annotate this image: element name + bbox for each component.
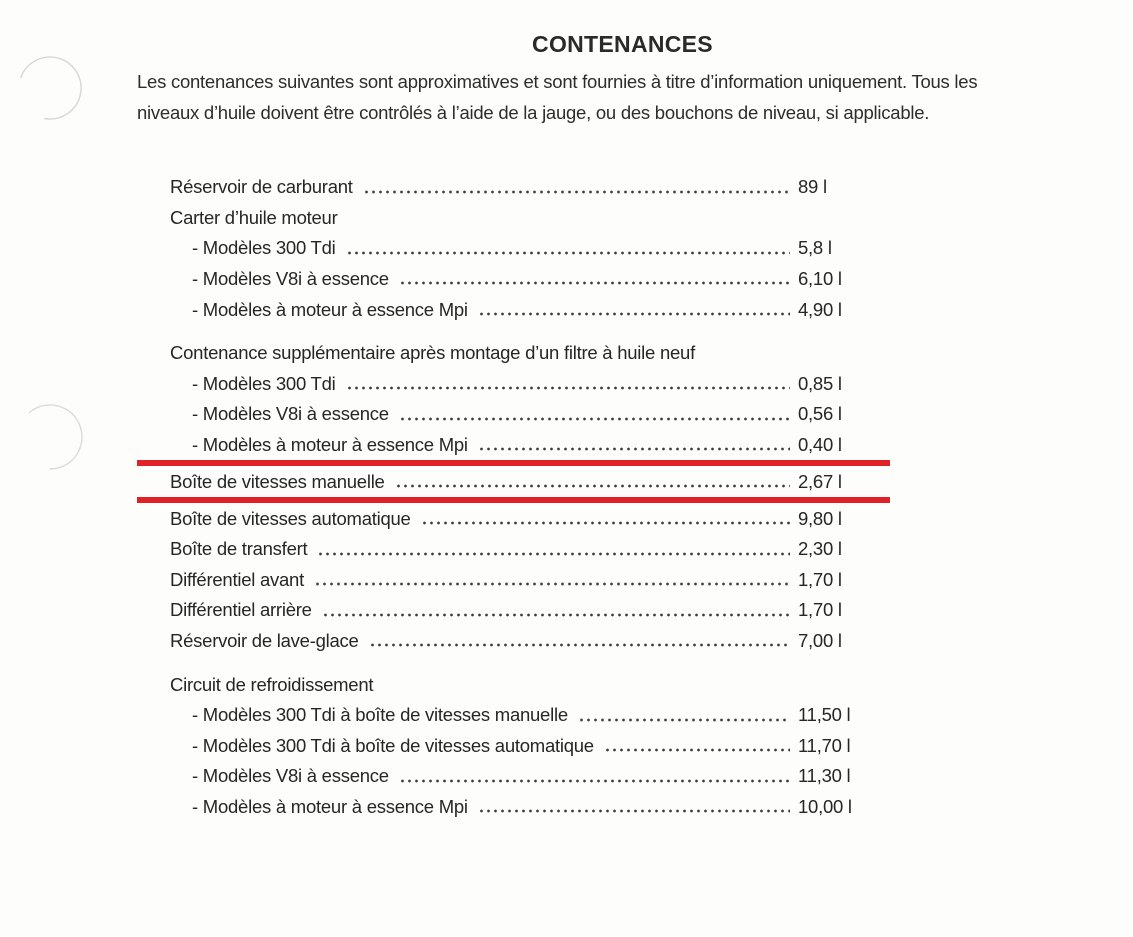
row-label: Réservoir de lave-glace — [170, 630, 359, 652]
row-value: 4,90 l — [798, 298, 842, 320]
dot-leader — [578, 700, 790, 731]
row-label: Circuit de refroidissement — [170, 673, 374, 695]
dot-leader — [322, 595, 790, 626]
capacities-list — [137, 172, 890, 822]
capacity-row — [137, 792, 890, 823]
row-label: - Modèles 300 Tdi à boîte de vitesses automatique — [192, 734, 594, 756]
capacity-row — [137, 700, 890, 731]
row-value: 2,30 l — [798, 538, 842, 560]
dot-leader — [346, 369, 791, 400]
row-value: 5,8 l — [798, 237, 832, 259]
row-value: 11,70 l — [798, 734, 851, 756]
capacity-row — [137, 172, 890, 203]
row-label: - Modèles V8i à essence — [192, 765, 389, 787]
section-gap — [137, 325, 890, 338]
row-value: 1,70 l — [798, 599, 842, 621]
capacity-row — [137, 430, 890, 461]
dot-leader — [346, 233, 791, 264]
row-label: - Modèles 300 Tdi — [192, 237, 336, 259]
row-value: 7,00 l — [798, 630, 842, 652]
row-value: 0,56 l — [798, 403, 842, 425]
section-header-row — [137, 203, 890, 234]
dot-leader — [399, 264, 790, 295]
punch-hole-mark-middle — [0, 385, 100, 495]
page-title: CONTENANCES — [532, 31, 713, 57]
row-label: Différentiel avant — [170, 568, 304, 590]
capacity-row — [137, 264, 890, 295]
section-header-row — [137, 669, 890, 700]
row-label: - Modèles à moteur à essence Mpi — [192, 298, 468, 320]
row-value: 11,50 l — [798, 704, 851, 726]
row-label: Réservoir de carburant — [170, 176, 353, 198]
row-label: - Modèles à moteur à essence Mpi — [192, 795, 468, 817]
row-value: 11,30 l — [798, 765, 851, 787]
row-value: 10,00 l — [798, 795, 852, 817]
dot-leader — [421, 503, 790, 534]
intro-paragraph — [137, 66, 1097, 128]
row-value: 0,85 l — [798, 372, 842, 394]
capacity-row — [137, 399, 890, 430]
section-header-row — [137, 338, 890, 369]
capacity-row — [137, 731, 890, 762]
dot-leader — [604, 731, 790, 762]
capacity-row — [137, 626, 890, 657]
capacity-row — [137, 565, 890, 596]
row-value: 9,80 l — [798, 507, 842, 529]
row-label: - Modèles 300 Tdi — [192, 372, 336, 394]
dot-leader — [478, 294, 790, 325]
dot-leader — [399, 761, 790, 792]
dot-leader — [317, 534, 790, 565]
row-label: Carter d’huile moteur — [170, 206, 338, 228]
row-label: - Modèles 300 Tdi à boîte de vitesses manuelle — [192, 704, 568, 726]
capacity-row — [137, 233, 890, 264]
row-label: Contenance supplémentaire après montage d’un filtre à huile neuf — [170, 342, 695, 364]
section-gap — [137, 656, 890, 669]
dot-leader — [395, 466, 790, 497]
dot-leader — [478, 430, 790, 461]
row-value: 2,67 l — [798, 470, 842, 492]
dot-leader — [399, 399, 790, 430]
capacity-row — [137, 595, 890, 626]
intro-line-1: Les contenances suivantes sont approximatives et sont fournies à titre d’information uniquement. Tous les — [137, 71, 978, 92]
dot-leader — [363, 172, 790, 203]
row-label: - Modèles à moteur à essence Mpi — [192, 434, 468, 456]
dot-leader — [314, 565, 790, 596]
row-value: 1,70 l — [798, 568, 842, 590]
row-label: - Modèles V8i à essence — [192, 268, 389, 290]
dot-leader — [478, 792, 790, 823]
row-label: Différentiel arrière — [170, 599, 312, 621]
capacity-row — [137, 761, 890, 792]
row-label: - Modèles V8i à essence — [192, 403, 389, 425]
red-marker-highlight — [137, 460, 890, 503]
dot-leader — [369, 626, 790, 657]
row-label: Boîte de vitesses manuelle — [170, 470, 385, 492]
intro-line-2: niveaux d’huile doivent être contrôlés à l’aide de la jauge, ou des bouchons de niveau, si applicable. — [137, 102, 930, 123]
capacity-row — [137, 503, 890, 534]
capacity-row-highlighted — [137, 466, 890, 497]
row-label: Boîte de transfert — [170, 538, 308, 560]
capacity-row — [137, 534, 890, 565]
capacity-row — [137, 294, 890, 325]
row-value: 6,10 l — [798, 268, 842, 290]
row-label: Boîte de vitesses automatique — [170, 507, 411, 529]
row-value: 89 l — [798, 176, 827, 198]
capacity-row — [137, 369, 890, 400]
row-value: 0,40 l — [798, 434, 842, 456]
